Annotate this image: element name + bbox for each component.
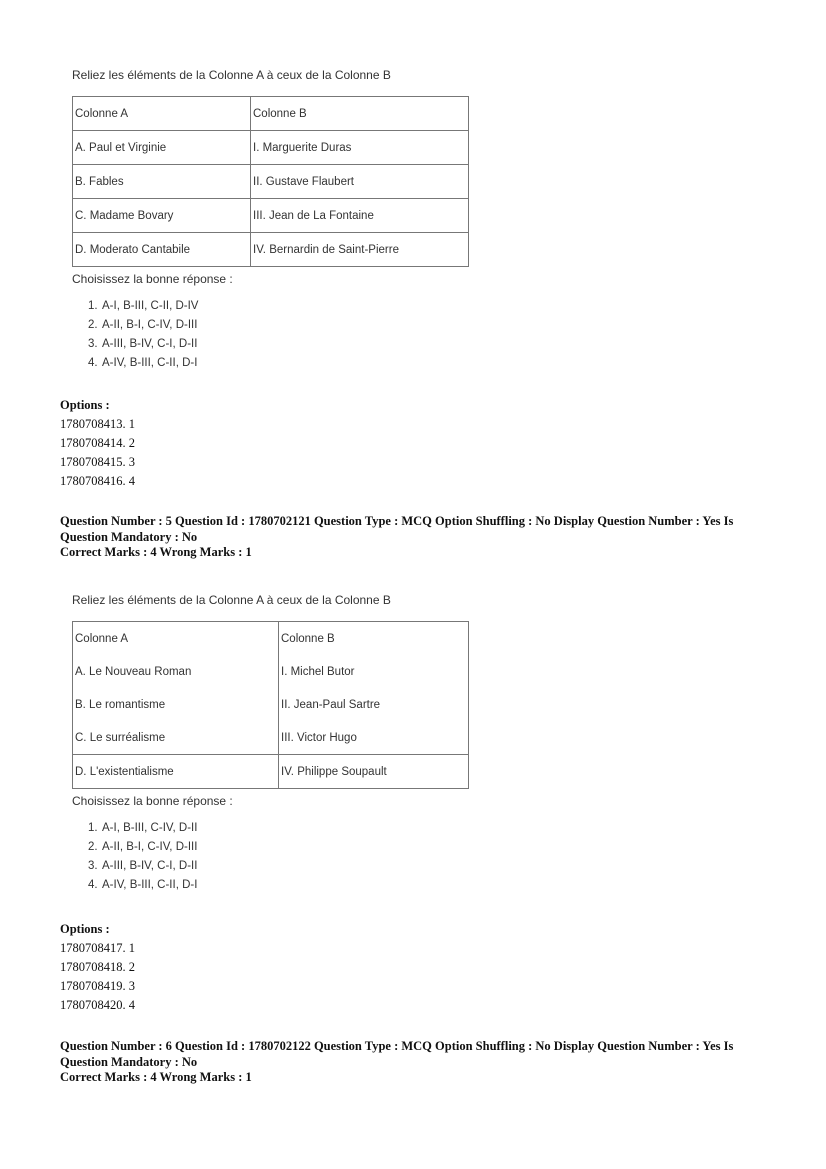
option-item: 1780708416. 4: [60, 474, 135, 488]
answer-text: A-IV, B-III, C-II, D-I: [102, 879, 198, 891]
answer-list: [72, 819, 472, 895]
table-row: [73, 655, 469, 688]
option-item: 1780708415. 3: [60, 455, 135, 469]
table-cell: III. Jean de La Fontaine: [251, 199, 469, 233]
table-cell: I. Marguerite Duras: [251, 131, 469, 165]
table-cell: C. Madame Bovary: [73, 199, 251, 233]
answer-text: A-III, B-IV, C-I, D-II: [102, 860, 198, 872]
answer-text: A-I, B-III, C-IV, D-II: [102, 822, 198, 834]
answer-text: A-II, B-I, C-IV, D-III: [102, 319, 198, 331]
answer-text: A-II, B-I, C-IV, D-III: [102, 841, 198, 853]
answer-text: A-I, B-III, C-II, D-IV: [102, 300, 199, 312]
options-list: [60, 415, 135, 491]
table-cell: D. Moderato Cantabile: [73, 233, 251, 267]
choose-instruction: Choisissez la bonne réponse :: [72, 272, 233, 286]
table-cell: B. Le romantisme: [73, 688, 279, 721]
table-header-cell: Colonne B: [279, 622, 469, 656]
table-cell: A. Paul et Virginie: [73, 131, 251, 165]
option-item: 1780708420. 4: [60, 998, 135, 1012]
answer-text: A-III, B-IV, C-I, D-II: [102, 338, 198, 350]
answer-list: [72, 297, 472, 373]
list-item: 3. A-III, B-IV, C-I, D-II: [88, 338, 198, 350]
choose-instruction: Choisissez la bonne réponse :: [72, 794, 233, 808]
table-row: [73, 131, 469, 165]
list-item: 2. A-II, B-I, C-IV, D-III: [88, 841, 198, 853]
meta-line: Question Mandatory : No: [60, 529, 198, 544]
table-header-cell: Colonne A: [73, 97, 251, 131]
table-row: [73, 233, 469, 267]
table-header-cell: Colonne A: [73, 622, 279, 656]
matching-table: [72, 96, 469, 267]
table-cell: B. Fables: [73, 165, 251, 199]
option-item: 1780708417. 1: [60, 941, 135, 955]
question-4-body: [72, 64, 472, 373]
question-5-meta: [60, 514, 760, 561]
meta-line: Correct Marks : 4 Wrong Marks : 1: [60, 1070, 252, 1084]
table-row: [73, 199, 469, 233]
table-cell: II. Jean-Paul Sartre: [279, 688, 469, 721]
option-item: 1780708414. 2: [60, 436, 135, 450]
list-item: 4. A-IV, B-III, C-II, D-I: [88, 357, 198, 369]
table-row: [73, 755, 469, 789]
table-row: [73, 165, 469, 199]
list-item: 3. A-III, B-IV, C-I, D-II: [88, 860, 198, 872]
table-cell: III. Victor Hugo: [279, 721, 469, 755]
options-list: [60, 939, 135, 1015]
question-5-body: [72, 589, 472, 895]
list-item: 2. A-II, B-I, C-IV, D-III: [88, 319, 198, 331]
list-item: 4. A-IV, B-III, C-II, D-I: [88, 879, 198, 891]
list-item: 1. A-I, B-III, C-IV, D-II: [88, 822, 198, 834]
table-cell: I. Michel Butor: [279, 655, 469, 688]
question-prompt: Reliez les éléments de la Colonne A à ceux de la Colonne B: [72, 68, 391, 82]
table-cell: C. Le surréalisme: [73, 721, 279, 755]
meta-line: Correct Marks : 4 Wrong Marks : 1: [60, 545, 252, 559]
table-row: [73, 721, 469, 755]
option-item: 1780708418. 2: [60, 960, 135, 974]
table-cell: II. Gustave Flaubert: [251, 165, 469, 199]
question-6-meta: [60, 1039, 760, 1086]
table-cell: IV. Philippe Soupault: [279, 755, 469, 789]
table-header-row: [73, 97, 469, 131]
table-cell: A. Le Nouveau Roman: [73, 655, 279, 688]
list-item: 1. A-I, B-III, C-II, D-IV: [88, 300, 199, 312]
meta-line: Question Mandatory : No: [60, 1054, 198, 1069]
matching-table: [72, 621, 469, 789]
table-header-cell: Colonne B: [251, 97, 469, 131]
options-label: Options :: [60, 398, 110, 412]
table-header-row: [73, 622, 469, 656]
option-item: 1780708413. 1: [60, 417, 135, 431]
table-cell: D. L'existentialisme: [73, 755, 279, 789]
table-cell: IV. Bernardin de Saint-Pierre: [251, 233, 469, 267]
options-label: Options :: [60, 922, 110, 936]
question-prompt: Reliez les éléments de la Colonne A à ceux de la Colonne B: [72, 593, 391, 607]
table-row: [73, 688, 469, 721]
meta-line: Question Number : 6 Question Id : 1780702122 Question Type : MCQ Option Shuffling : No Display Question Number : Yes Is: [60, 1039, 734, 1053]
option-item: 1780708419. 3: [60, 979, 135, 993]
answer-text: A-IV, B-III, C-II, D-I: [102, 357, 198, 369]
meta-line: Question Number : 5 Question Id : 1780702121 Question Type : MCQ Option Shuffling : No Display Question Number : Yes Is: [60, 514, 734, 528]
